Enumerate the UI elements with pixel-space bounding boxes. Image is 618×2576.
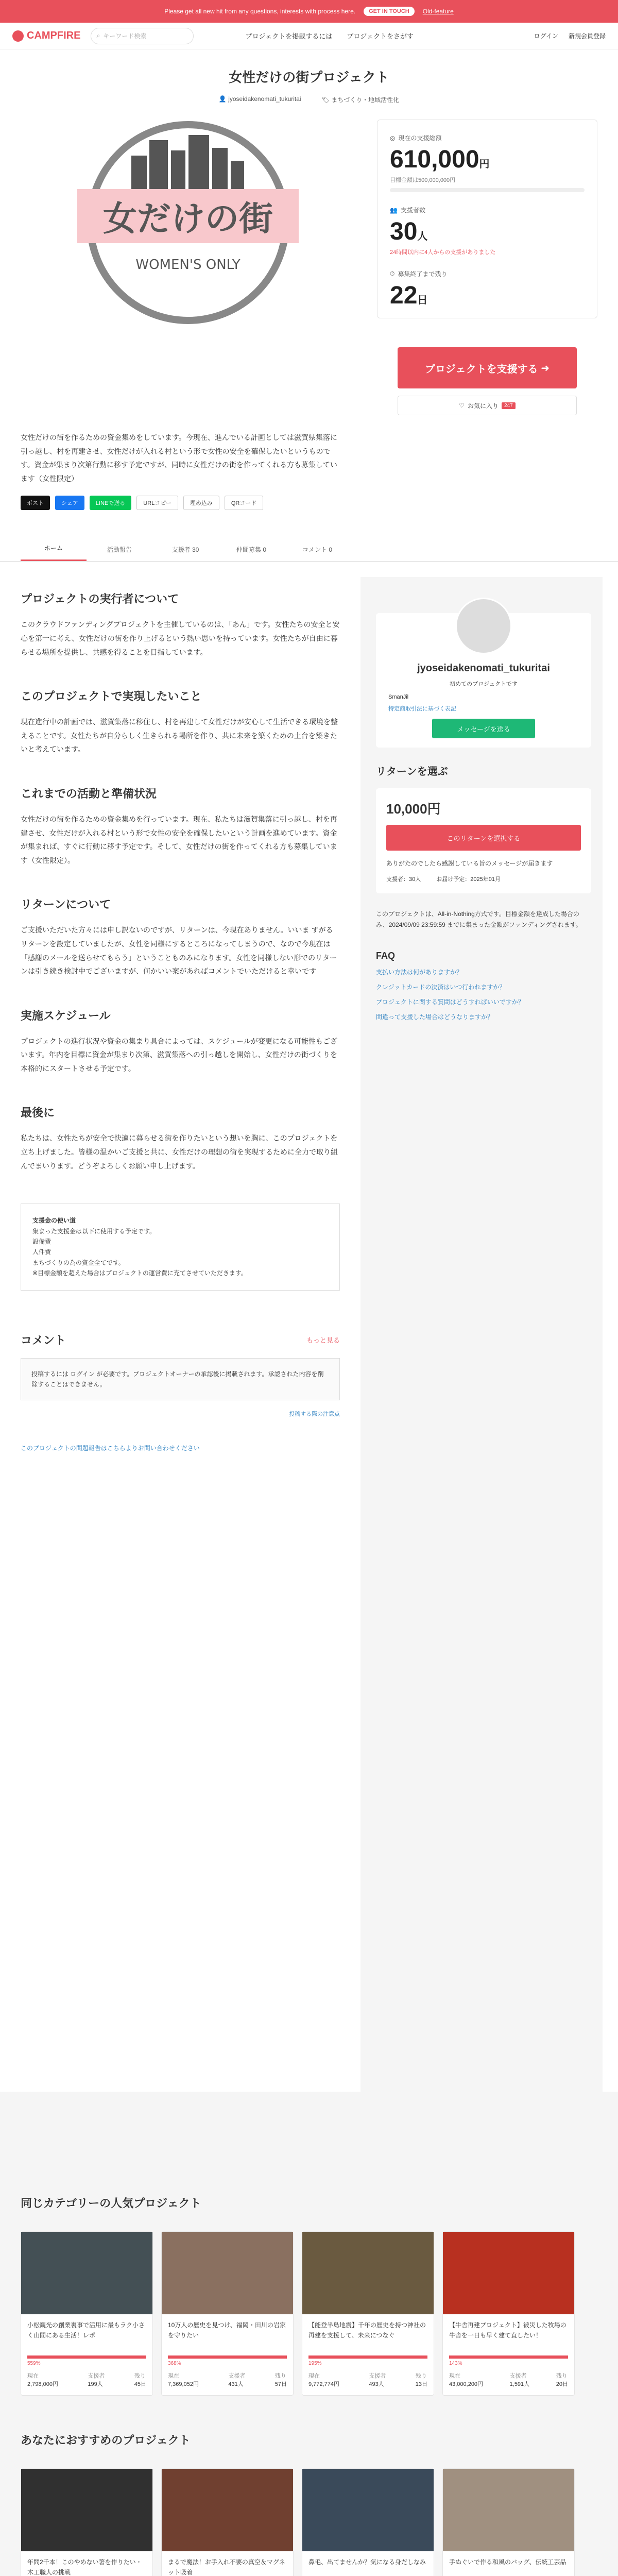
faq	[376, 951, 603, 1021]
days-unit: 日	[417, 295, 428, 306]
days-left: 22	[390, 282, 418, 309]
project-card-percent: 368%	[168, 2361, 181, 2367]
section-text: 女性だけの街を作るための資金集めを行っています。現在、私たちは滋賀集落に引っ越し、村を再建させ、女性だけが入れる村という形で女性の安全を確保したいという計画を進めています。資金が集まれば、すぐに行動に移す予定です。そして、女性だけの街を作ってくれる方も募集しています（女性限定）。	[21, 815, 337, 865]
project-card-backers: 199人	[88, 2381, 103, 2388]
heart-icon: ♡	[459, 402, 465, 409]
comment-more-link[interactable]: もっと見る	[306, 1336, 340, 1344]
label: 現在	[308, 2373, 320, 2380]
project-card-raised: 2,798,000円	[27, 2381, 58, 2388]
project-card-title: 【牛舎再建プロジェクト】被災した牧場の牛舎を一日も早く建て直したい！	[449, 2321, 566, 2339]
project-card-backers: 493人	[369, 2381, 384, 2388]
comment-box: 投稿するには ログイン が必要です。プロジェクトオーナーの承認後に掲載されます。承認された内容を削除することはできません。	[21, 1358, 340, 1401]
campfire-logo[interactable]	[12, 30, 80, 42]
announcement-text: Please get all new hit from any questions, interests with process here.	[164, 8, 356, 15]
funding-stats	[377, 120, 597, 318]
support-project-button[interactable]: プロジェクトを支援する ➜	[398, 347, 577, 388]
embed-button[interactable]: 埋め込み	[183, 496, 219, 510]
project-card-title: 鼻毛、出てませんか？気になる身だしなみ	[308, 2558, 426, 2566]
people-unit: 人	[417, 231, 428, 242]
section-heading: プロジェクトの実行者について	[21, 592, 179, 606]
owner-social[interactable]: SmanJil	[388, 694, 409, 701]
search-input[interactable]	[91, 28, 194, 44]
funds-line: ※目標金額を超えた場合はプロジェクトの運営費に充てさせていただきます。	[32, 1269, 247, 1277]
project-card-raised: 7,369,052円	[168, 2381, 199, 2388]
nav-publish[interactable]: プロジェクトを掲載するには	[245, 32, 333, 40]
all-in-note: このプロジェクトは、All-in-Nothing方式です。目標金額を達成した場合のみ、2024/09/09 23:59:59 までに集まった金額がファンディングされます。	[376, 910, 582, 928]
comment-heading: コメント	[21, 1333, 66, 1347]
project-card-backers: 1,591人	[509, 2381, 530, 2388]
tab-reports[interactable]: 活動報告	[107, 546, 132, 554]
project-card-title: 【能登半島地震】千年の歴史を持つ神社の再建を支援して、未来につなぐ	[308, 2321, 426, 2339]
section-heading: 実施スケジュール	[21, 1009, 111, 1022]
section-schedule	[21, 1007, 340, 1076]
project-card-title: 10万人の歴史を見つけ、福岡・田川の岩家を守りたい	[168, 2321, 286, 2339]
nav-find[interactable]: プロジェクトをさがす	[347, 32, 414, 40]
funds-title: 支援金の使い道	[32, 1217, 76, 1225]
project-card[interactable]	[302, 2468, 434, 2576]
yen-unit: 円	[479, 159, 490, 170]
project-card-title: 年間2千本！このやめない箸を作りたい・木工職人の挑戦	[27, 2558, 142, 2576]
recommend-heading: あなたにおすすめのプロジェクト	[21, 2434, 191, 2447]
search-icon: ⌕	[96, 32, 100, 39]
project-card[interactable]	[161, 2468, 294, 2576]
backers-count: 30	[390, 218, 418, 245]
faq-item[interactable]: 間違って支援した場合はどうなりますか？	[376, 1013, 494, 1021]
project-card[interactable]	[442, 2231, 575, 2396]
label: 残り	[415, 2373, 427, 2380]
section-activities	[21, 785, 340, 867]
favorite-button[interactable]	[398, 396, 577, 415]
project-card-days: 20日	[556, 2381, 568, 2388]
comment-rules-link[interactable]: 投稿する際の注意点	[289, 1411, 340, 1418]
project-card[interactable]	[21, 2231, 153, 2396]
section-final	[21, 1104, 340, 1173]
select-return-button[interactable]: このリターンを選択する	[386, 825, 581, 851]
return-backers: 支援者：30人	[386, 876, 421, 883]
owner-name: jyoseidakenomati_tukuritai	[228, 95, 301, 103]
support-label: プロジェクトを支援する	[425, 363, 538, 375]
days-label: 募集終了まで残り	[398, 270, 448, 278]
project-card-image	[21, 2232, 152, 2314]
project-description: 女性だけの街を作るための資金集めをしています。今現在、進んでいる計画としては滋賀県集落に引っ越し、村を再建させ、女性だけが入れる村という形で女性の安全を確保したいというものです。資金が集まり次第行動に移す予定ですが、同時に女性だけの街を作ってくれる方も募集しています（女性限定）	[21, 433, 337, 483]
project-card-image	[443, 2232, 574, 2314]
copy-url-button[interactable]: URLコピー	[136, 496, 178, 510]
owner-card-name: jyoseidakenomati_tukuritai	[417, 663, 550, 674]
image-title: 女だけの街	[103, 199, 273, 239]
old-feature-link[interactable]: Old-feature	[422, 8, 454, 15]
project-main-image	[21, 120, 355, 326]
label: 残り	[556, 2373, 568, 2380]
search-placeholder: キーワード検索	[103, 32, 147, 40]
section-text: プロジェクトの進行状況や資金の集まり具合によっては、スケジュールが変更になる可能性もございます。年内を目標に資金が集まり次第、滋賀集落への引っ越しを開始し、女性だけの街づくりを本格的にスタートさせる予定です。	[21, 1037, 337, 1073]
section-returns	[21, 896, 340, 978]
share-line-button[interactable]: LINEで送る	[90, 496, 131, 510]
raised-amount: 610,000	[390, 146, 479, 173]
tab-recruit[interactable]: 仲間募集 0	[236, 546, 266, 554]
coins-icon: ◎	[390, 134, 396, 142]
section-owner	[21, 590, 340, 659]
qr-button[interactable]: QRコード	[225, 496, 264, 510]
label: 支援者	[88, 2373, 105, 2380]
section-text: 現在進行中の計画では、滋賀集落に移住し、村を再建して女性だけが安心して生活できる環境を整えることです。女性たちが自分らしく生きられる場所を作り、共に未来を築くための土台を築きたいと考えています。	[21, 718, 338, 754]
site-header	[0, 23, 618, 49]
goal-text: 目標金額は500,000,000円	[390, 177, 456, 183]
report-link[interactable]: このプロジェクトの問題報告はこちらよりお問い合わせください	[21, 1445, 200, 1452]
project-card-image	[443, 2469, 574, 2551]
get-in-touch-button[interactable]: GET IN TOUCH	[364, 7, 415, 16]
project-card-image	[302, 2469, 434, 2551]
project-card-percent: 143%	[449, 2361, 462, 2367]
share-bar	[0, 496, 618, 510]
section-heading: これまでの活動と準備状況	[21, 787, 157, 800]
popular-heading: 同じカテゴリーの人気プロジェクト	[21, 2197, 201, 2210]
share-facebook-button[interactable]: シェア	[55, 496, 84, 510]
funds-line: 集まった支援金は以下に使用する予定です。	[32, 1227, 156, 1235]
login-link[interactable]: ログイン	[534, 32, 558, 40]
funds-line: 人件費	[32, 1248, 52, 1256]
favorite-label: お気に入り	[468, 402, 499, 410]
image-subtitle: WOMEN'S ONLY	[135, 257, 241, 273]
people-icon: 👥	[390, 206, 398, 214]
label: 現在	[168, 2373, 179, 2380]
label: 残り	[274, 2373, 286, 2380]
progress-bar	[390, 188, 585, 192]
project-card[interactable]	[442, 2468, 575, 2576]
project-card-image	[302, 2232, 434, 2314]
return-delivery: お届け予定：2025年01月	[436, 876, 501, 883]
project-card-days: 57日	[274, 2381, 287, 2388]
category-name: まちづくり・地域活性化	[331, 96, 400, 104]
owner-link[interactable]: 👤 jyoseidakenomati_tukuritai	[218, 95, 301, 103]
project-card-backers: 431人	[228, 2381, 244, 2388]
return-text: ありがたのでしたら感謝している旨のメッセージが届きます	[386, 860, 553, 868]
tab-backers[interactable]: 支援者 30	[171, 546, 199, 554]
send-message-label: メッセージを送る	[457, 725, 510, 733]
funds-usage-box	[21, 1204, 340, 1290]
label: 支援者	[509, 2373, 527, 2380]
category-link[interactable]: 🏷 まちづくり・地域活性化	[321, 96, 400, 104]
project-card[interactable]	[302, 2231, 434, 2396]
project-card-title: 小松観光の創業裏事で活用に最もラク小さく山間にある生活！レポ	[27, 2321, 145, 2339]
project-card-image	[162, 2469, 293, 2551]
project-card[interactable]	[161, 2231, 294, 2396]
section-heading: このプロジェクトで実現したいこと	[21, 690, 202, 703]
faq-heading: FAQ	[376, 951, 396, 961]
header-nav	[245, 31, 414, 41]
flame-icon	[12, 30, 24, 42]
page-title: 女性だけの街プロジェクト	[229, 70, 389, 85]
project-card-image	[162, 2232, 293, 2314]
project-card[interactable]	[21, 2468, 153, 2576]
related-section	[0, 2092, 618, 2576]
label: 現在	[27, 2373, 39, 2380]
project-card-title: 手ぬぐいで作る和風のバッグ、伝統工芸品	[449, 2558, 566, 2566]
project-tabs	[0, 537, 618, 562]
label: 現在	[449, 2373, 460, 2380]
project-card-title: まるで魔法！お手入れ不要の真空＆マグネット吸着	[168, 2558, 285, 2576]
signup-link[interactable]: 新規会員登録	[568, 32, 606, 40]
project-card-days: 13日	[415, 2381, 427, 2388]
project-card-raised: 9,772,774円	[308, 2381, 339, 2388]
returns-heading: リターンを選ぶ	[376, 766, 448, 778]
tab-comments[interactable]: コメント 0	[302, 546, 332, 554]
raised-label: 現在の支援総額	[398, 134, 442, 142]
label: 残り	[134, 2373, 146, 2380]
section-text: 私たちは、女性たちが安全で快適に暮らせる街を作りたいという想いを胸に、このプロジェクトを立ち上げました。皆様の温かいご支援と共に、女性だけの理想の街を実現するために全力で取り組んでまいります。どうぞよろしくお願い申し上げます。	[21, 1134, 338, 1170]
project-card-image	[21, 2469, 152, 2551]
announcement-bar	[0, 0, 618, 23]
share-x-button[interactable]: ポスト	[21, 496, 50, 510]
section-heading: リターンについて	[21, 898, 111, 911]
owner-badge: 初めてのプロジェクトです	[450, 681, 518, 688]
owner-card	[376, 613, 591, 748]
faq-item[interactable]: 支払い方法は何がありますか？	[376, 969, 463, 976]
backers-label: 支援者数	[400, 207, 425, 214]
faq-item[interactable]: プロジェクトに関する質問はどうすればいいですか？	[376, 998, 524, 1006]
logo-text: CAMPFIRE	[27, 30, 81, 41]
label: 支援者	[228, 2373, 246, 2380]
avatar	[455, 598, 512, 654]
project-card-raised: 43,000,200円	[449, 2381, 484, 2388]
project-card-percent: 195%	[308, 2361, 322, 2367]
clock-icon: ⏱	[390, 270, 395, 277]
send-message-button[interactable]	[432, 719, 535, 738]
law-link[interactable]: 特定商取引法に基づく表記	[388, 706, 456, 713]
project-card-days: 45日	[134, 2381, 146, 2388]
section-text: このクラウドファンディングプロジェクトを主催しているのは、「あん」です。女性たちの安全と安心を第一に考え、女性だけの街を作り上げるという熱い思いを持っています。女性たちが自由に暮らせる場所を提供し、共感を得ることを目指しています。	[21, 620, 340, 656]
label: 支援者	[369, 2373, 386, 2380]
favorite-count: 247	[502, 402, 516, 409]
sidebar	[360, 577, 603, 2092]
project-card-percent: 559%	[27, 2361, 41, 2367]
section-heading: 最後に	[21, 1106, 55, 1120]
return-price: 10,000円	[386, 801, 441, 817]
tab-home[interactable]: ホーム	[21, 544, 87, 561]
faq-item[interactable]: クレジットカードの決済はいつ行われますか？	[376, 984, 506, 991]
funds-line: 設備費	[32, 1238, 52, 1246]
section-text: ご支援いただいた方々には申し訳ないのですが、リターンは、今現在ありません。いいま すがるリターンを設定していましたが、女性を同様にするところになってしまうので、なので今現在は「感謝のメールを送らせてもらう」ということものみになります。女性を同様しない形でのリターンは引き続き検討中でございますが、何かいい案があればコメントでいただけると幸いです	[21, 926, 337, 976]
backers-note: 24時間以内に4人からの支援がありました	[390, 249, 496, 256]
section-goal	[21, 688, 340, 756]
return-card	[376, 788, 591, 893]
funds-line: まちづくりの為の資金全てです。	[32, 1259, 125, 1266]
